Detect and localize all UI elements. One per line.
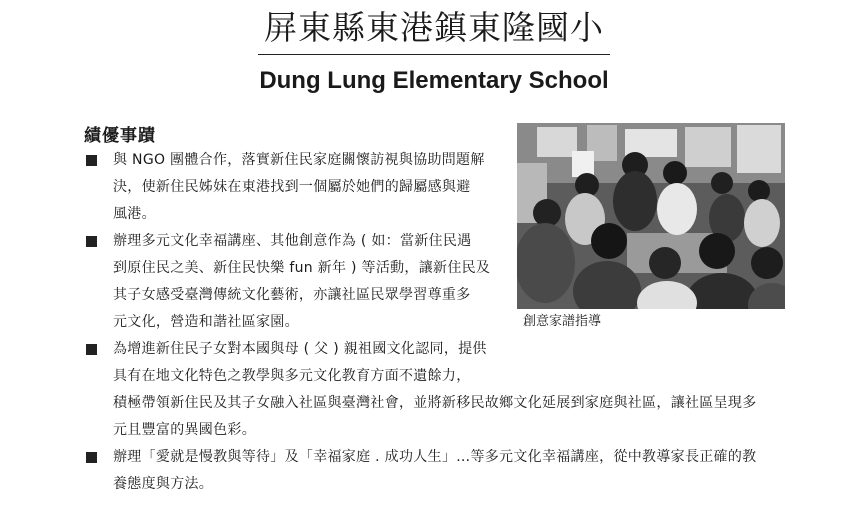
bullet-1-line-1: 與 NGO 團體合作，落實新住民家庭關懷訪視與協助問題解	[113, 152, 485, 168]
page-title-english: Dung Lung Elementary School	[259, 67, 609, 94]
bullet-3-line-3: 積極帶領新住民及其子女融入社區與臺灣社會，並將新移民故鄉文化延展到家庭與社區，讓社區呈現多	[113, 395, 757, 411]
bullet-3-line-2: 具有在地文化特色之教學與多元文化教育方面不遺餘力，	[113, 368, 471, 384]
bullet-4-line-2: 養態度與方法。	[113, 476, 214, 492]
page-title-chinese: 屏東縣東港鎮東隆國小	[264, 8, 604, 47]
bullet-marker	[86, 236, 97, 247]
section-heading: 績優事蹟	[84, 126, 156, 146]
bullet-3-line-1: 為增進新住民子女對本國與母 ( 父 ) 親祖國文化認同，提供	[113, 341, 487, 357]
bullet-2-line-4: 元文化，營造和諧社區家園。	[113, 314, 299, 330]
bullet-4-line-1: 辦理「愛就是慢教與等待」及「幸福家庭 . 成功人生」…等多元文化幸福講座，從中教導家長正確的教	[113, 449, 757, 465]
bullet-1-line-2: 決，使新住民姊妹在東港找到一個屬於她們的歸屬感與避	[113, 179, 471, 195]
bullet-marker	[86, 155, 97, 166]
photo-caption: 創意家譜指導	[523, 314, 602, 329]
bullet-3-line-4: 元且豐富的異國色彩。	[113, 422, 256, 438]
bullet-marker	[86, 344, 97, 355]
bullet-1-line-3: 風港。	[113, 206, 156, 222]
classroom-photo	[517, 123, 785, 309]
bullet-2-line-2: 到原住民之美、新住民快樂 fun 新年 ) 等活動，讓新住民及	[113, 260, 491, 276]
title-underline	[258, 54, 610, 55]
bullet-marker	[86, 452, 97, 463]
bullet-2-line-3: 其子女感受臺灣傳統文化藝術，亦讓社區民眾學習尊重多	[113, 287, 471, 303]
bullet-2-line-1: 辦理多元文化幸福講座、其他創意作為 ( 如：當新住民遇	[113, 233, 472, 249]
